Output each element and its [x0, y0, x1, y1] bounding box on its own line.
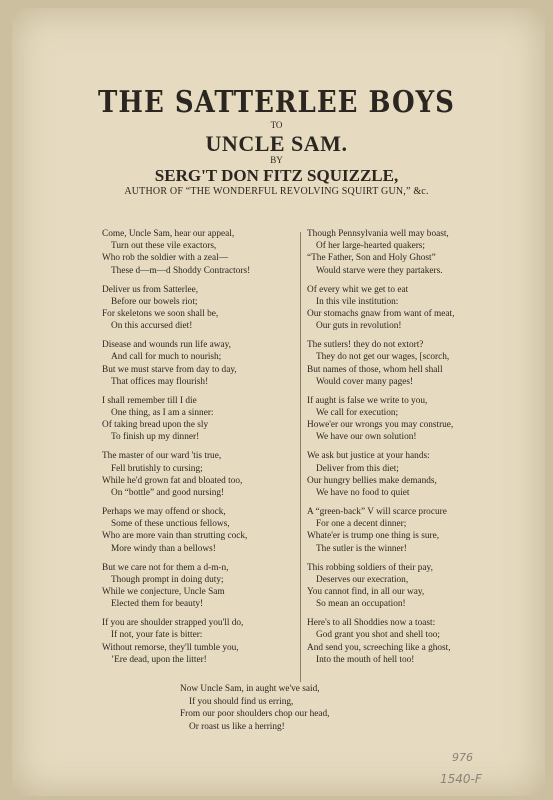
verse-line: We ask but justice at your hands:	[307, 451, 430, 462]
verse-line: The sutlers! they do not extort?	[307, 340, 424, 351]
stanza	[307, 284, 512, 340]
author-note: AUTHOR OF “THE WONDERFUL REVOLVING SQUIRT GUN,” &c.	[124, 186, 429, 197]
stanza	[307, 228, 512, 284]
verse-line: A “green-back” V will scarce procure	[307, 506, 447, 517]
verse-line: That offices may flourish!	[111, 376, 209, 387]
verse-line: Deliver from this diet;	[316, 463, 399, 474]
stanza	[102, 506, 307, 562]
verse-line: If you should find us erring,	[189, 696, 294, 707]
verse-line: You cannot find, in all our way,	[307, 586, 425, 597]
verse-line: The master of our ward 'tis true,	[102, 451, 222, 462]
verse-line: To finish up my dinner!	[111, 432, 200, 443]
verse-line: Would cover many pages!	[316, 376, 414, 387]
verse-line: Without remorse, they'll tumble you,	[102, 642, 239, 653]
page-title: THE SATTERLEE BOYS	[98, 85, 455, 121]
verse-line: Our hungry bellies make demands,	[307, 475, 437, 486]
verse-line: Or roast us like a herring!	[189, 721, 285, 732]
verse-line: While he'd grown fat and bloated too,	[102, 475, 243, 486]
left-column	[102, 228, 307, 673]
verse-line: For skeletons we soon shall be,	[102, 309, 219, 319]
verse-line: These d—m—d Shoddy Contractors!	[111, 265, 251, 276]
verse-line: Our guts in revolution!	[316, 321, 402, 332]
verse-line: More windy than a bellows!	[111, 543, 216, 554]
author-name: SERG'T DON FITZ SQUIZZLE,	[154, 166, 399, 185]
verse-line: God grant you shot and shell too;	[316, 630, 440, 641]
verse-line: They do not get our wages, [scorch,	[316, 352, 450, 363]
verse-line: We have no food to quiet	[316, 487, 410, 498]
verse-line: One thing, as I am a sinner:	[111, 407, 214, 418]
verse-line: Now Uncle Sam, in aught we've said,	[180, 684, 320, 694]
verse-line: I shall remember till I die	[102, 395, 197, 406]
addressee-title: UNCLE SAM.	[205, 131, 348, 156]
verse-line: From our poor shoulders chop our head,	[180, 709, 330, 720]
verse-line: Who rob the soldier with a zeal—	[102, 253, 228, 264]
handwritten-number: 976	[452, 751, 473, 764]
verse-line: For one a decent dinner;	[316, 519, 407, 530]
verse-line: Though prompt in doing duty;	[111, 574, 224, 585]
handwritten-catalog-number: 1540-F	[440, 772, 482, 786]
verse-line: Come, Uncle Sam, hear our appeal,	[102, 229, 235, 239]
verse-line: But we care not for them a d-m-n,	[102, 562, 229, 573]
stanza	[307, 395, 512, 451]
verse-line: Here's to all Shoddies now a toast:	[307, 618, 436, 629]
stanza	[102, 284, 307, 340]
stanza	[307, 562, 512, 618]
stanza	[102, 228, 307, 284]
verse-line: But names of those, whom hell shall	[307, 364, 443, 375]
stanza	[102, 562, 307, 618]
verse-line: The sutler is the winner!	[316, 543, 407, 554]
verse-line: Our stomachs gnaw from want of meat,	[307, 309, 455, 319]
stanza	[307, 339, 512, 395]
verse-line: If aught is false we write to you,	[307, 395, 428, 406]
stanza	[102, 450, 307, 506]
verse-line: On “bottle” and good nursing!	[111, 487, 225, 498]
verse-line: Deserves our execration,	[316, 574, 409, 585]
verse-line: Would starve were they partakers.	[316, 265, 443, 276]
verse-line: In this vile institution:	[316, 296, 399, 307]
verse-line: Of taking bread upon the sly	[102, 420, 209, 431]
verse-line: Disease and wounds run life away,	[102, 340, 231, 351]
verse-line: Of every whit we get to eat	[307, 284, 409, 295]
verse-line: Whate'er is trump one thing is sure,	[307, 531, 440, 542]
right-column	[307, 228, 512, 673]
verse-line: ’Ere dead, upon the litter!	[111, 654, 207, 665]
verse-line: We have our own solution!	[316, 432, 417, 443]
verse-line: Howe'er our wrongs you may construe,	[307, 420, 454, 431]
stanza	[102, 395, 307, 451]
verse-line: Who are more vain than strutting cock,	[102, 531, 248, 542]
verse-line: This robbing soldiers of their pay,	[307, 562, 433, 573]
verse-line: Turn out these vile exactors,	[111, 241, 217, 252]
stanza	[307, 506, 512, 562]
verse-line: Deliver us from Satterlee,	[102, 284, 199, 295]
verse-line: And send you, screeching like a ghost,	[307, 642, 451, 653]
verse-line: Fell brutishly to cursing;	[111, 463, 203, 474]
verse-line: “The Father, Son and Holy Ghost”	[307, 253, 436, 264]
verse-line: Perhaps we may offend or shock,	[102, 506, 226, 517]
stanza	[102, 617, 307, 673]
verse-line: We call for execution;	[316, 407, 399, 418]
verse-line: Though Pennsylvania well may boast,	[307, 229, 449, 239]
verse-line: So mean an occupation!	[316, 599, 406, 610]
by-label: BY	[270, 155, 283, 165]
to-label: TO	[270, 120, 283, 130]
verse-line: While we conjecture, Uncle Sam	[102, 586, 225, 597]
closing-stanza	[180, 683, 390, 733]
verse-line: Of her large-hearted quakers;	[316, 241, 426, 252]
stanza	[307, 617, 512, 673]
verse-line: Before our bowels riot;	[111, 296, 198, 307]
stanza	[307, 450, 512, 506]
verse-line: Elected them for beauty!	[111, 599, 204, 610]
verse-line: If you are shoulder strapped you'll do,	[102, 618, 244, 629]
verse-line: If not, your fate is bitter:	[111, 630, 203, 641]
verse-line: Into the mouth of hell too!	[316, 654, 415, 665]
verse-line: On this accursed diet!	[111, 321, 193, 332]
stanza	[102, 339, 307, 395]
verse-line: But we must starve from day to day,	[102, 364, 237, 375]
verse-line: And call for much to nourish;	[111, 352, 222, 363]
verse-line: Some of these unctious fellows,	[111, 519, 230, 530]
